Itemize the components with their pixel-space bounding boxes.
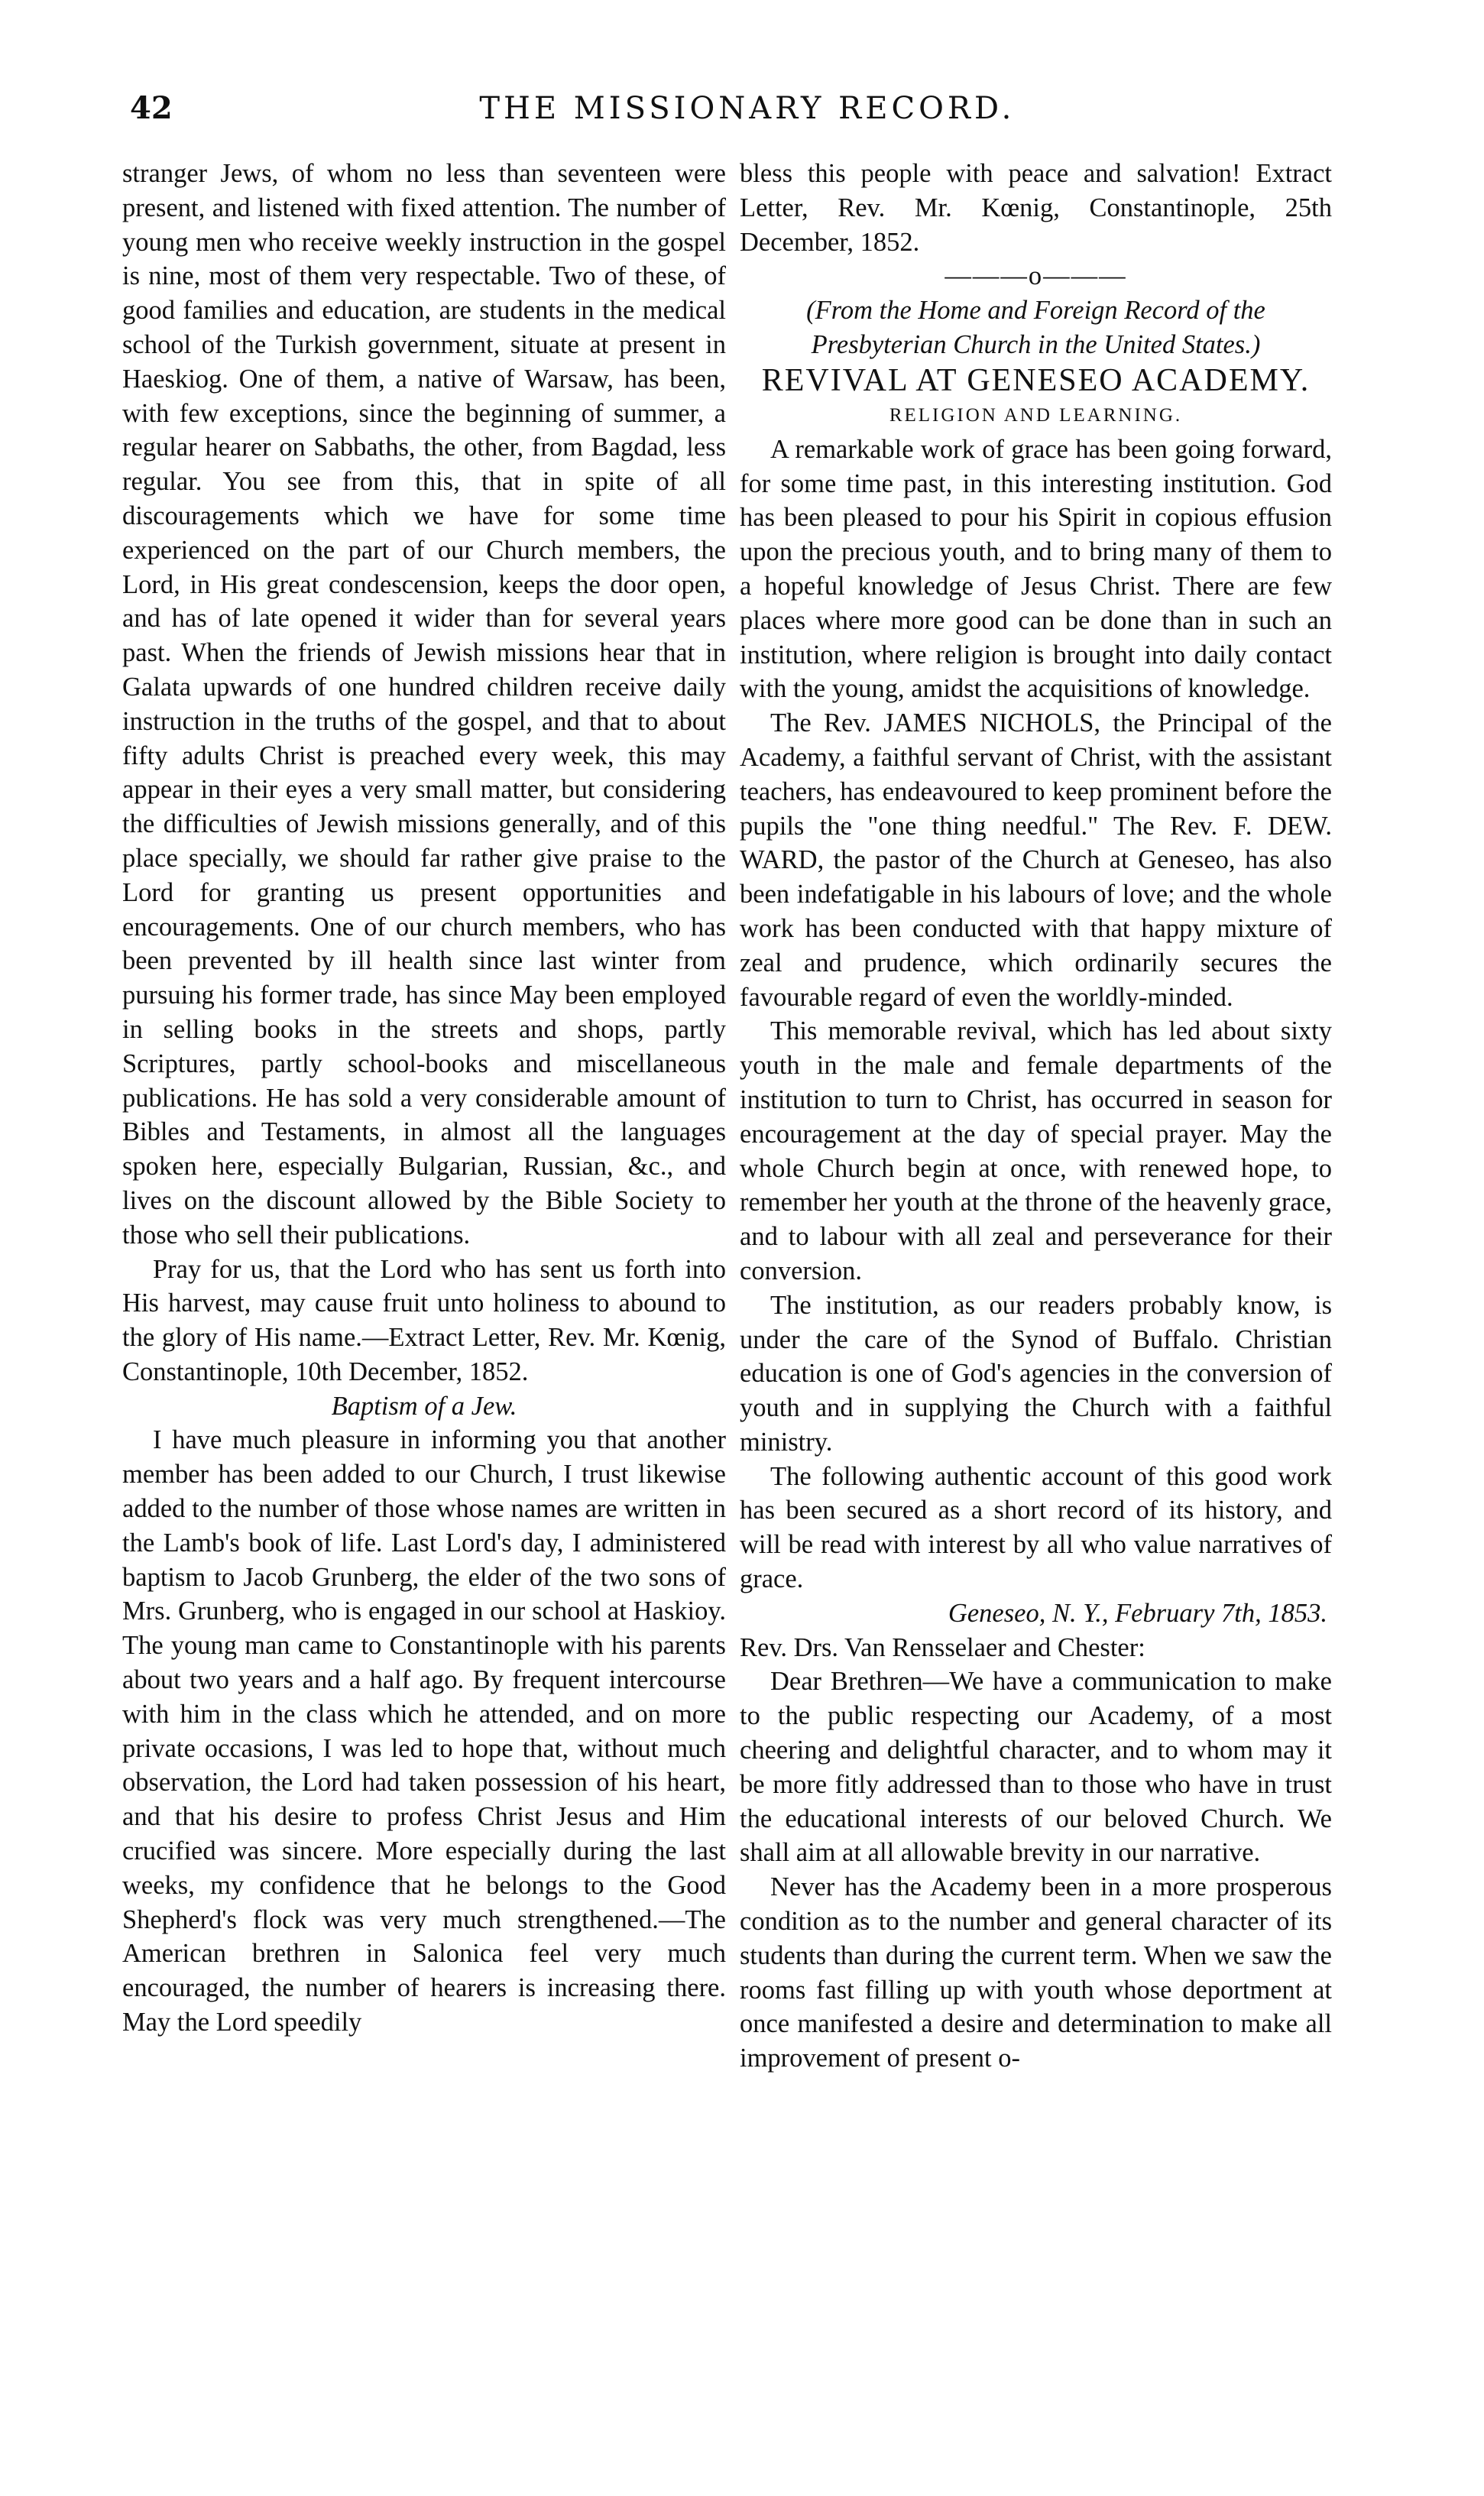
page-number: 42 — [130, 90, 173, 126]
left-column — [122, 157, 726, 2040]
article-headline: REVIVAL AT GENESEO ACADEMY. — [761, 362, 1311, 398]
source-note: (From the Home and Foreign Record of the Presbyterian Church in the United States.) — [806, 296, 1265, 359]
letter-dateline: Geneseo, N. Y., February 7th, 1853. — [948, 1598, 1327, 1628]
article-subheadline: RELIGION AND LEARNING. — [889, 404, 1183, 426]
right-column — [740, 157, 1332, 2076]
article-paragraph: Never has the Academy been in a more prosperous condition as to the number and general character of its students than during the current term. When we saw the rooms fast filling up with youth whose deportment at once manifested a desire and determination to make all improvement of present o- — [740, 1872, 1332, 2073]
article-paragraph: This memorable revival, which has led about sixty youth in the male and female departments of the institution to turn to Christ, has occurred in season for encouragement at the day of special prayer. May the whole Church begin at once, with renewed hope, to remember her youth at the throne of the heavenly grace, and to labour with all zeal and perseverance for their conversion. — [740, 1016, 1332, 1285]
article-paragraph: The following authentic account of this good work has been secured as a short record of its history, and will be read with interest by all who value narratives of grace. — [740, 1461, 1332, 1594]
article-paragraph: A remarkable work of grace has been going forward, for some time past, in this interesting institution. God has been pleased to pour his Spirit in copious effusion upon the precious youth, and to bring many of them to a hopeful knowledge of Jesus Christ. There are few places where more good can be done than in such an institution, where religion is brought into daily contact with the young, amidst the acquisitions of knowledge. — [740, 434, 1332, 704]
article-paragraph: The institution, as our readers probably know, is under the care of the Synod of Buffalo. Christian education is one of God's agencies in the conversion of youth and in supplying the Church with a faithful ministry. — [740, 1290, 1332, 1457]
article-paragraph: The Rev. JAMES NICHOLS, the Principal of the Academy, a faithful servant of Christ, with the assistant teachers, has endeavoured to keep prominent before the pupils the "one thing needful." The Rev. F. DEW. WARD, the pastor of the Church at Geneseo, has also been indefatigable in his labours of love; and the whole work has been conducted with that happy mixture of zeal and prudence, which ordinarily secures the favourable regard of even the worldly-minded. — [740, 708, 1332, 1012]
letter-salutation: Rev. Drs. Van Rensselaer and Chester: — [740, 1632, 1145, 1662]
article-paragraph: stranger Jews, of whom no less than seventeen were present, and listened with fixed attention. The number of young men who receive weekly instruction in the gospel is nine, most of them very respectable. Two of these, of good families and education, are students in the medical school of the Turkish government, situate at present in Haeskiog. One of them, a native of Warsaw, has been, with few exceptions, since the beginning of summer, a regular hearer on Sabbaths, the other, from Bagdad, less regular. You see from this, that in spite of all discouragements which we have for some time experienced on the part of our Church members, the Lord, in His great condescension, keeps the door open, and has of late opened it wider than for several years past. When the friends of Jewish missions hear that in Galata upwards of one hundred children receive daily instruction in the truths of the gospel, and that to about fifty adults Christ is preached every week, this may appear in their eyes a very small matter, but considering the difficulties of Jewish missions generally, and of this place specially, we should far rather give praise to the Lord for granting us present opportunities and encouragements. One of our church members, who has been prevented by ill health since last winter from pursuing his former trade, has since May been employed in selling books in the streets and shops, partly Scriptures, partly school-books and miscellaneous publications. He has sold a very considerable amount of Bibles and Testaments, in almost all the languages spoken here, especially Bulgarian, Russian, &c., and lives on the discount allowed by the Bible Society to those who sell their publications. — [122, 159, 726, 1250]
article-paragraph: Dear Brethren—We have a communication to make to the public respecting our Academy, of a most cheering and delightful character, and to whom may it be more fitly addressed than to those who have in trust the educational interests of our beloved Church. We shall aim at all allowable brevity in our narrative. — [740, 1667, 1332, 1868]
section-divider: ———o——— — [945, 261, 1127, 291]
article-paragraph: Pray for us, that the Lord who has sent us forth into His harvest, may cause fruit unto holiness to abound to the glory of His name.—Extract Letter, Rev. Mr. Kœnig, Constantinople, 10th December, 1852. — [122, 1254, 726, 1386]
page-header — [130, 90, 1322, 126]
running-title: THE MISSIONARY RECORD. — [479, 91, 1016, 126]
article-paragraph: bless this people with peace and salvation! Extract Letter, Rev. Mr. Kœnig, Constantinople, 25th December, 1852. — [740, 159, 1332, 257]
article-paragraph: I have much pleasure in informing you that another member has been added to our Church, I trust likewise added to the number of those whose names are written in the Lamb's book of life. Last Lord's day, I administered baptism to Jacob Grunberg, the elder of the two sons of Mrs. Grunberg, who is engaged in our school at Haskioy. The young man came to Constantinople with his parents about two years and a half ago. By frequent intercourse with him in the class which he attended, and on more private occasions, I was led to hope that, without much observation, the Lord had taken possession of his heart, and that his desire to profess Christ Jesus and Him crucified was sincere. More especially during the last weeks, my confidence that he belongs to the Good Shepherd's flock was very much strengthened.—The American brethren in Salonica feel very much encouraged, the number of hearers is increasing there. May the Lord speedily — [122, 1425, 726, 2037]
section-subheading: Baptism of a Jew. — [331, 1391, 517, 1421]
